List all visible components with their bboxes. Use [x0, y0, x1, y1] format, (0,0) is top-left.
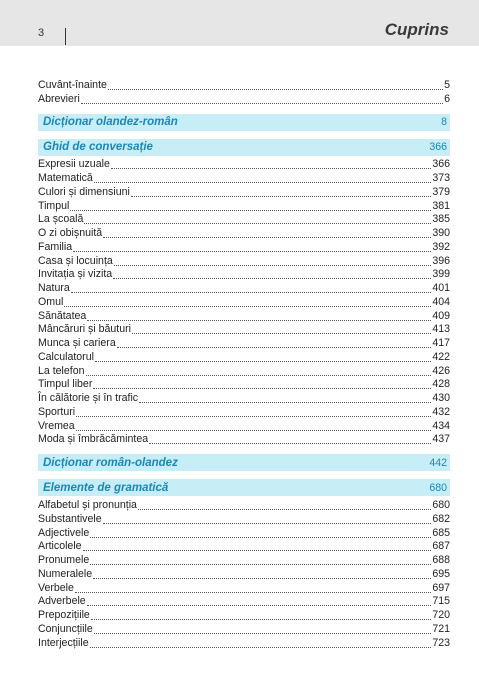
dot-leader [73, 242, 431, 252]
toc-entry-page: 413 [432, 323, 450, 336]
dot-leader [84, 214, 431, 224]
toc-entry[interactable] [38, 433, 450, 447]
toc-entry-label: Sănătatea [38, 309, 87, 322]
dot-leader [111, 159, 431, 169]
toc-entry[interactable] [38, 540, 450, 554]
toc-entry[interactable] [38, 78, 450, 92]
toc-entry[interactable] [38, 158, 450, 172]
toc-entry-page: 685 [432, 526, 450, 539]
dot-leader [70, 201, 431, 211]
dot-leader [113, 269, 431, 279]
toc-entry[interactable] [38, 567, 450, 581]
toc-entry-page: 723 [432, 636, 450, 649]
header-divider [65, 28, 66, 45]
section-page: 442 [429, 456, 447, 469]
dot-leader [91, 610, 431, 620]
toc-entry-label: Matematică [38, 172, 93, 184]
dot-leader [75, 583, 431, 593]
toc-entry-page: 437 [432, 433, 450, 446]
toc-entry-label: Pronumele [38, 554, 90, 566]
toc-entry-label: Articolele [38, 540, 82, 553]
toc-entry[interactable] [38, 581, 450, 595]
toc-entry-label: Sporturi [38, 405, 76, 418]
section-page: 366 [429, 141, 447, 153]
section-spacer [38, 131, 450, 139]
toc-entry[interactable] [38, 636, 450, 650]
dot-leader [132, 324, 431, 334]
toc-entry-label: Munca și cariera [38, 337, 116, 349]
toc-entry-label: În călătorie și în trafic [38, 392, 139, 404]
dot-leader [90, 528, 431, 538]
toc-entry-page: 417 [432, 337, 450, 349]
toc-entry[interactable] [38, 254, 450, 268]
section-spacer [38, 471, 450, 479]
toc-entry[interactable] [38, 405, 450, 419]
section-title: Ghid de conversație [43, 141, 153, 153]
toc-entry-label: La telefon [38, 364, 85, 377]
toc-entry[interactable] [38, 336, 450, 350]
toc-entry-label: Alfabetul și pronunția [38, 499, 137, 511]
toc-entry-page: 385 [432, 213, 450, 226]
toc-entry[interactable] [38, 199, 450, 213]
toc-entry-label: Verbele [38, 581, 74, 594]
page-header [0, 0, 479, 46]
dot-leader [114, 256, 432, 266]
toc-entry-label: Invitația și vizita [38, 268, 113, 281]
toc-entry[interactable] [38, 226, 450, 240]
toc-entry-label: Familia [38, 240, 73, 253]
toc-entry-label: Timpul liber [38, 378, 93, 391]
toc-entry-label: Expresii uzuale [38, 158, 110, 171]
toc-entry-page: 680 [432, 499, 450, 511]
sections-container [38, 106, 450, 650]
toc-entry[interactable] [38, 498, 450, 512]
toc-entry-page: 687 [432, 540, 450, 553]
section-spacer [38, 446, 450, 454]
toc-entry-page: 682 [432, 512, 450, 525]
section-heading[interactable] [38, 454, 450, 471]
toc-entry-label: Substantivele [38, 512, 102, 525]
toc-entry-label: Casa și locuința [38, 254, 113, 267]
toc-entry-page: 381 [432, 199, 450, 212]
toc-entry[interactable] [38, 171, 450, 185]
toc-entry[interactable] [38, 419, 450, 433]
toc-entry[interactable] [38, 608, 450, 622]
dot-leader [93, 379, 431, 389]
toc-entry[interactable] [38, 309, 450, 323]
toc-entry-label: Interjecțiile [38, 636, 89, 649]
toc-entry-page: 688 [432, 554, 450, 566]
toc-entry-page: 715 [432, 595, 450, 608]
dot-leader [149, 434, 431, 444]
dot-leader [103, 514, 432, 524]
section-title: Dicționar olandez-român [43, 116, 178, 128]
section-page: 8 [441, 116, 447, 128]
toc-entry-page: 430 [432, 392, 450, 404]
toc-entry[interactable] [38, 213, 450, 227]
toc-entry-label: Adjectivele [38, 526, 90, 539]
toc-entry-label: Timpul [38, 199, 70, 212]
toc-entry-label: Culori și dimensiuni [38, 185, 130, 198]
dot-leader [90, 638, 432, 648]
toc-entry-page: 697 [432, 581, 450, 594]
page-number: 3 [38, 27, 45, 39]
toc-entry-page: 392 [432, 240, 450, 253]
dot-leader [108, 80, 443, 90]
toc-entry-label: Natura [38, 282, 70, 294]
toc-entry[interactable] [38, 553, 450, 567]
dot-leader [90, 555, 431, 565]
toc-entry-label: Prepozițiile [38, 609, 90, 621]
toc-entry-label: Abrevieri [38, 92, 80, 105]
page-title: Cuprins [384, 20, 449, 39]
toc-entry-page: 404 [432, 295, 450, 308]
toc-entry-page: 721 [432, 622, 450, 635]
toc-entry[interactable] [38, 295, 450, 309]
toc-entry-page: 422 [432, 350, 450, 363]
toc-entry-page: 373 [432, 172, 450, 184]
section-page: 680 [429, 481, 447, 494]
toc-entry-label: Calculatorul [38, 350, 94, 363]
toc-entry[interactable] [38, 350, 450, 364]
section-heading[interactable] [38, 139, 450, 156]
toc-entry-page: 434 [432, 419, 450, 432]
toc-entry-page: 401 [432, 282, 450, 294]
toc-entry-page: 6 [444, 92, 450, 105]
dot-leader [103, 228, 431, 238]
toc-entry[interactable] [38, 364, 450, 378]
toc-entry[interactable] [38, 526, 450, 540]
toc-entry-page: 5 [444, 78, 450, 91]
toc-entry[interactable] [38, 323, 450, 337]
table-of-contents [38, 78, 450, 650]
toc-entry-label: Cuvânt-înainte [38, 78, 107, 91]
dot-leader [93, 569, 431, 579]
toc-entry-page: 379 [432, 185, 450, 198]
dot-leader [131, 187, 431, 197]
dot-leader [76, 407, 431, 417]
toc-entry-page: 366 [432, 158, 450, 171]
dot-leader [138, 500, 431, 510]
dot-leader [94, 624, 432, 634]
toc-entry[interactable] [38, 512, 450, 526]
toc-entry-label: Vremea [38, 419, 75, 432]
toc-entry-label: Moda și îmbrăcămintea [38, 433, 149, 446]
dot-leader [95, 352, 431, 362]
toc-entry-page: 426 [432, 364, 450, 377]
toc-entry[interactable] [38, 185, 450, 199]
toc-entry-page: 432 [432, 405, 450, 418]
toc-entry-label: Mâncăruri și băuturi [38, 323, 132, 336]
dot-leader [117, 338, 432, 348]
dot-leader [139, 393, 431, 403]
toc-entry-page: 428 [432, 378, 450, 391]
dot-leader [71, 283, 432, 293]
dot-leader [87, 311, 431, 321]
toc-entry[interactable] [38, 391, 450, 405]
toc-entry-page: 390 [432, 227, 450, 239]
section-title: Elemente de gramatică [43, 481, 169, 494]
dot-leader [94, 173, 432, 183]
section-title: Dicționar român-olandez [43, 456, 178, 469]
toc-entry[interactable] [38, 281, 450, 295]
toc-entry-page: 396 [432, 254, 450, 267]
toc-entry[interactable] [38, 268, 450, 282]
section-heading[interactable] [38, 479, 450, 496]
dot-leader [81, 94, 443, 104]
dot-leader [64, 297, 431, 307]
toc-entry-page: 399 [432, 268, 450, 281]
toc-entry-page: 720 [432, 609, 450, 621]
section-spacer [38, 106, 450, 114]
toc-entry[interactable] [38, 92, 450, 106]
toc-entry-label: Omul [38, 295, 64, 308]
toc-entry[interactable] [38, 595, 450, 609]
toc-entry-label: La școală [38, 213, 84, 226]
dot-leader [83, 541, 432, 551]
toc-entry-page: 409 [432, 309, 450, 322]
toc-entry-label: Adverbele [38, 595, 86, 608]
toc-entry[interactable] [38, 240, 450, 254]
section-heading[interactable] [38, 114, 450, 131]
toc-entry-label: O zi obișnuită [38, 227, 103, 239]
dot-leader [87, 596, 432, 606]
toc-entry[interactable] [38, 378, 450, 392]
dot-leader [86, 366, 432, 376]
toc-entry-label: Numeralele [38, 567, 93, 580]
toc-entry[interactable] [38, 622, 450, 636]
toc-entry-label: Conjuncțiile [38, 622, 93, 635]
toc-entry-page: 695 [432, 567, 450, 580]
dot-leader [76, 421, 432, 431]
